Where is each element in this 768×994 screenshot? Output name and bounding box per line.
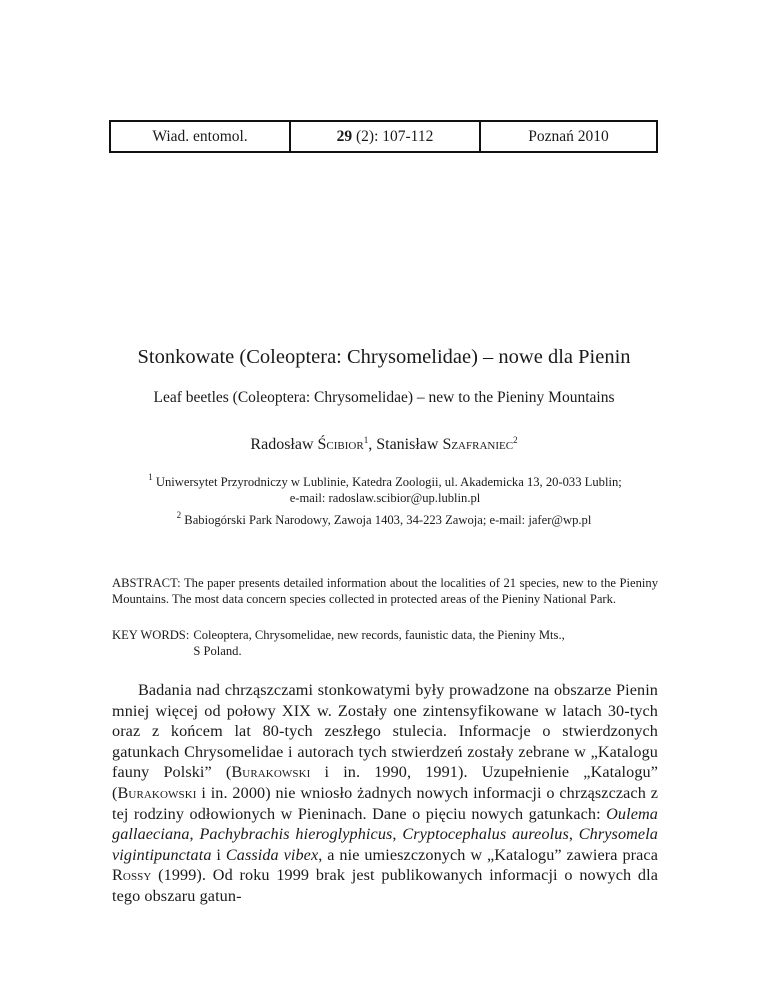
body-text-segment: i in. 2000) nie wniosło żadnych nowych informacji o chrząszczach z tej rodziny odłowionych w Pieninach. Dane o pięciu nowych gatunkach:	[112, 783, 658, 823]
body-paragraph	[112, 680, 658, 907]
citation-author: Rossy	[112, 866, 152, 885]
species-name: Cryptocephalus aureolus	[402, 825, 569, 844]
body-text-segment: ,	[568, 825, 579, 844]
body-text-segment: ,	[392, 825, 403, 844]
volume-number: 29	[336, 127, 353, 145]
abstract: ABSTRACT: The paper presents detailed information about the localities of 21 species, new to the Pieniny Mountains. The most data concern species collected in protected areas of the Pieniny National Park.	[112, 576, 658, 606]
body-text-segment: i	[211, 845, 226, 864]
author-2-surname: Szafraniec	[442, 436, 514, 453]
author-2-affiliation-mark: 2	[513, 435, 518, 445]
affiliation-1-email: e-mail: radoslaw.scibior@up.lublin.pl	[289, 491, 481, 505]
issue-pages: (2): 107-112	[352, 127, 434, 145]
journal-name: Wiad. entomol.	[152, 127, 248, 145]
affiliation-1	[112, 474, 658, 506]
body-text-segment: ,	[189, 825, 200, 844]
journal-header-table	[109, 120, 658, 153]
keywords-label: KEY WORDS:	[112, 628, 190, 642]
keywords-line-2: S Poland.	[193, 644, 242, 658]
keywords	[112, 627, 658, 659]
species-name: Pachybrachis hieroglyphicus	[199, 825, 393, 844]
keywords-line-1: Coleoptera, Chrysomelidae, new records, faunistic data, the Pieniny Mts.,	[193, 628, 565, 642]
body-text-segment: (1999). Od roku 1999 brak jest publikowanych informacji o nowych dla tego obszaru gatun-	[112, 866, 658, 905]
body-text-segment: , a nie umieszczonych w „Katalogu” zawiera praca	[318, 845, 658, 864]
author-1-first: Radosław	[250, 436, 318, 453]
body-text	[112, 680, 658, 907]
paper-subtitle: Leaf beetles (Coleoptera: Chrysomelidae) – new to the Pieniny Mountains	[153, 389, 615, 406]
keywords-list	[193, 627, 564, 659]
paper-title: Stonkowate (Coleoptera: Chrysomelidae) – nowe dla Pienin	[137, 346, 631, 368]
citation-author: Burakowski	[231, 763, 311, 782]
volume-cell	[291, 122, 481, 151]
author-line	[0, 436, 768, 454]
body-text-segment: i in. 1990, 1991). Uzupełnienie „Katalogu” (	[112, 763, 658, 802]
species-name: Cassida vibex	[225, 845, 319, 864]
author-1-surname: Ścibior	[317, 436, 364, 453]
affiliation-2	[0, 510, 768, 528]
body-text-segment: Badania nad chrząszczami stonkowatymi były prowadzone na obszarze Pienin mniej więcej od połowy XIX w. Zostały one zintensyfikowane w latach 30-tych oraz z końcem lat 80-tych zeszłego stulecia. Informacje o stwierdzonych gatunkach Chrysomelidae i autorach tych stwierdzeń zostały zebrane w „Katalogu fauny Polski” (	[112, 681, 658, 782]
affiliation-1-mark: 1	[148, 472, 153, 482]
affiliation-2-address: Babiogórski Park Narodowy, Zawoja 1403, 34-223 Zawoja; e-mail: jafer@wp.pl	[184, 513, 592, 527]
place-year-cell	[481, 122, 656, 151]
author-1-affiliation-mark: 1	[363, 435, 369, 445]
species-name: Chrysomela vigintipunctata	[112, 825, 658, 864]
place-year: Poznań 2010	[528, 127, 609, 145]
citation-author: Burakowski	[117, 783, 197, 802]
species-name: Oulema gallaeciana	[112, 804, 658, 844]
author-separator: , Stanisław	[368, 436, 443, 453]
affiliation-2-mark: 2	[176, 510, 182, 520]
affiliation-1-address: Uniwersytet Przyrodniczy w Lublinie, Katedra Zoologii, ul. Akademicka 13, 20-033 Lublin;	[155, 475, 622, 489]
journal-name-cell	[111, 122, 291, 151]
